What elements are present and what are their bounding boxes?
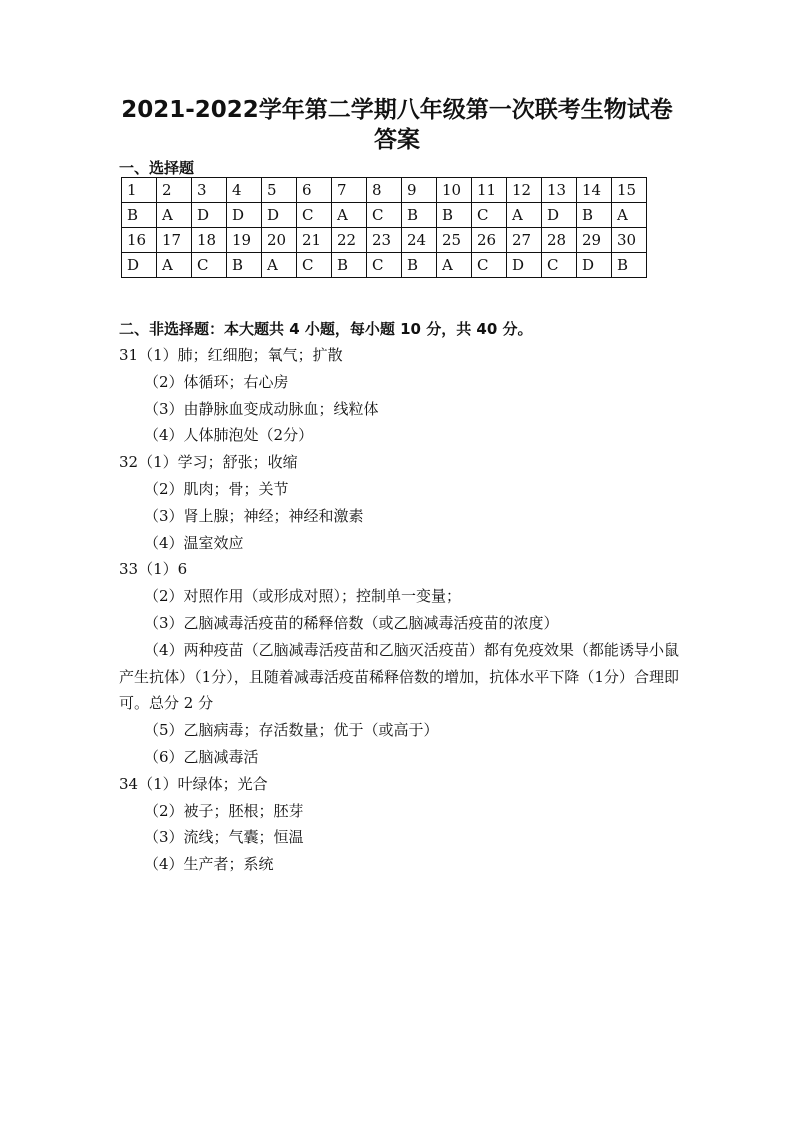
question-number-cell: 13	[542, 178, 577, 203]
question-number-cell: 5	[262, 178, 297, 203]
q33-part4	[119, 637, 679, 717]
answer-cell: B	[612, 253, 647, 278]
question-number-cell: 23	[367, 228, 402, 253]
question-number-cell: 18	[192, 228, 227, 253]
answer-cell: D	[507, 253, 542, 278]
question-number-row	[122, 228, 647, 253]
answer-cell: B	[122, 203, 157, 228]
q34-part1: 34（1）叶绿体；光合	[119, 774, 268, 793]
question-number-cell: 21	[297, 228, 332, 253]
question-number-cell: 3	[192, 178, 227, 203]
section-heading-choice: 一、选择题	[119, 159, 195, 177]
q33-part5: （5）乙脑病毒；存活数量；优于（或高于）	[144, 721, 439, 740]
question-number-cell: 14	[577, 178, 612, 203]
question-number-cell: 17	[157, 228, 192, 253]
q33-part6: （6）乙脑减毒活	[144, 747, 259, 766]
answer-cell: B	[227, 253, 262, 278]
answer-cell: A	[507, 203, 542, 228]
answer-cell: D	[577, 253, 612, 278]
question-number-cell: 24	[402, 228, 437, 253]
answer-cell: D	[122, 253, 157, 278]
answer-cell: C	[192, 253, 227, 278]
answer-cell: B	[577, 203, 612, 228]
q31-part4: （4）人体肺泡处（2分）	[144, 426, 314, 445]
answer-cell: A	[437, 253, 472, 278]
answer-cell: C	[472, 253, 507, 278]
answer-cell: C	[542, 253, 577, 278]
page-title: 2021-2022学年第二学期八年级第一次联考生物试卷	[121, 97, 673, 123]
question-number-cell: 30	[612, 228, 647, 253]
question-number-cell: 20	[262, 228, 297, 253]
answer-cell: B	[332, 253, 367, 278]
question-number-cell: 19	[227, 228, 262, 253]
q32-part3: （3）肾上腺；神经；神经和激素	[144, 506, 364, 525]
answer-cell: C	[472, 203, 507, 228]
answer-row	[122, 203, 647, 228]
page-subtitle: 答案	[374, 127, 420, 153]
answer-cell: C	[297, 203, 332, 228]
answer-cell: B	[437, 203, 472, 228]
q34-part3: （3）流线；气囊；恒温	[144, 828, 304, 847]
answer-cell: B	[402, 203, 437, 228]
question-number-cell: 4	[227, 178, 262, 203]
answer-cell: D	[262, 203, 297, 228]
question-number-cell: 1	[122, 178, 157, 203]
q32-part4: （4）温室效应	[144, 533, 244, 552]
q33-part3: （3）乙脑减毒活疫苗的稀释倍数（或乙脑减毒活疫苗的浓度）	[144, 613, 559, 632]
question-number-cell: 9	[402, 178, 437, 203]
answer-cell: D	[227, 203, 262, 228]
question-number-cell: 15	[612, 178, 647, 203]
question-number-cell: 16	[122, 228, 157, 253]
q32-part1: 32（1）学习；舒张；收缩	[119, 453, 298, 472]
q31-part1: 31（1）肺；红细胞；氧气；扩散	[119, 346, 343, 364]
answer-cell: A	[332, 203, 367, 228]
question-number-cell: 10	[437, 178, 472, 203]
answer-cell: A	[157, 253, 192, 278]
question-number-cell: 8	[367, 178, 402, 203]
open-answers	[119, 342, 679, 878]
question-number-cell: 22	[332, 228, 367, 253]
question-number-cell: 2	[157, 178, 192, 203]
question-number-cell: 28	[542, 228, 577, 253]
answer-table	[121, 177, 647, 278]
q31-part2: （2）体循环；右心房	[144, 372, 289, 391]
answer-cell: A	[262, 253, 297, 278]
q34-part2: （2）被子；胚根；胚芽	[144, 801, 304, 820]
section-heading-open: 二、非选择题：本大题共 4 小题，每小题 10 分，共 40 分。	[119, 320, 533, 338]
answer-row	[122, 253, 647, 278]
question-number-cell: 25	[437, 228, 472, 253]
question-number-cell: 6	[297, 178, 332, 203]
question-number-row	[122, 178, 647, 203]
q31-part3: （3）由静脉血变成动脉血；线粒体	[144, 399, 379, 418]
answer-cell: A	[157, 203, 192, 228]
question-number-cell: 12	[507, 178, 542, 203]
answer-cell: D	[542, 203, 577, 228]
q33-part1: 33（1）6	[119, 560, 188, 579]
question-number-cell: 7	[332, 178, 367, 203]
question-number-cell: 11	[472, 178, 507, 203]
answer-cell: C	[367, 253, 402, 278]
answer-cell: C	[297, 253, 332, 278]
q33-part4-text: （4）两种疫苗（乙脑减毒活疫苗和乙脑灭活疫苗）都有免疫效果（都能诱导小鼠产生抗体）（1分），且随着减毒活疫苗稀释倍数的增加，抗体水平下降（1分）合理即可。总分 2 分	[119, 640, 679, 713]
answer-cell: B	[402, 253, 437, 278]
question-number-cell: 26	[472, 228, 507, 253]
q32-part2: （2）肌肉；骨；关节	[144, 479, 289, 498]
question-number-cell: 27	[507, 228, 542, 253]
answer-cell: D	[192, 203, 227, 228]
answer-cell: A	[612, 203, 647, 228]
q33-part2: （2）对照作用（或形成对照）；控制单一变量；	[144, 587, 462, 606]
question-number-cell: 29	[577, 228, 612, 253]
q34-part4: （4）生产者；系统	[144, 855, 274, 874]
answer-cell: C	[367, 203, 402, 228]
